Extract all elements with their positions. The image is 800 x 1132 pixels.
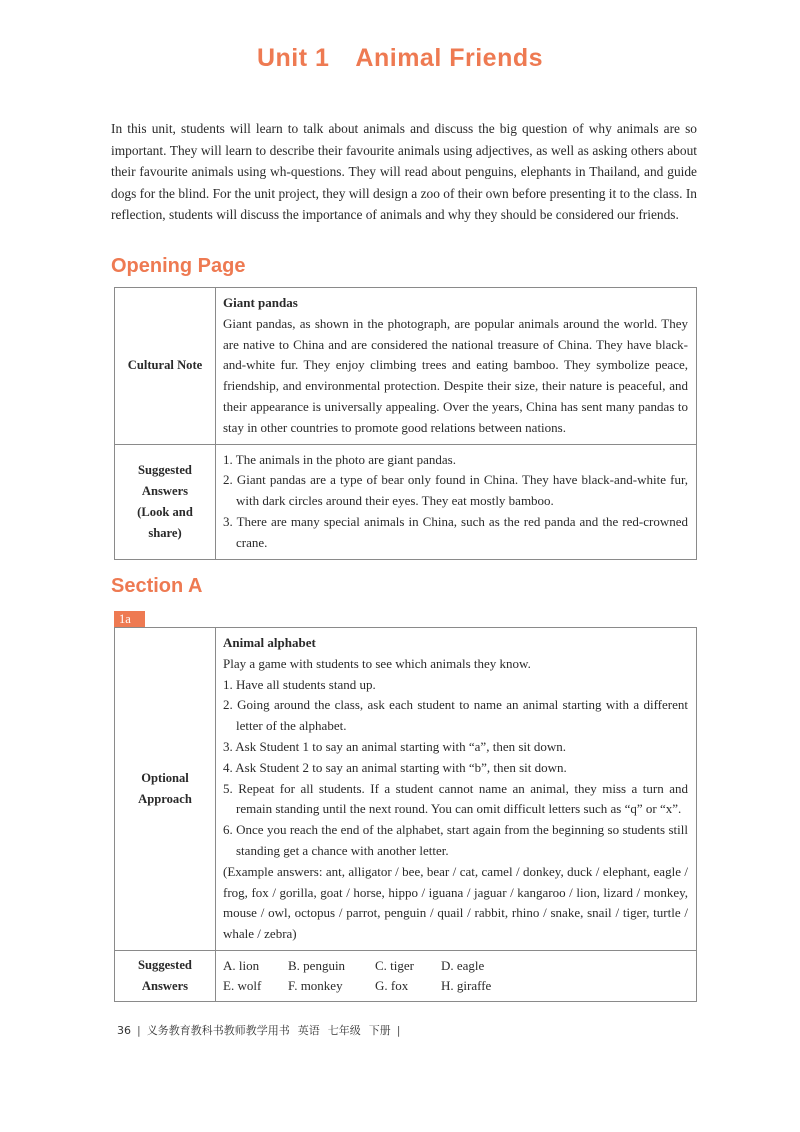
section-a-heading: Section A [111,575,203,597]
answer-item: G. fox [375,977,409,993]
optional-approach-title: Animal alphabet [223,635,316,650]
example-answers: (Example answers: ant, alligator / bee, bear / cat, camel / donkey, duck / elephant, eagle / frog, fox / gorilla, goat / horse, hippo / iguana / jaguar / kangaroo / lion, lizard / monkey, mouse / owl, octopus / parrot, penguin / quail / rabbit, rhino / snake, snail / tiger, turtle / whale / zebra) [223,863,688,942]
unit-title [0,44,800,73]
list-item: 1. The animals in the photo are giant pandas. [223,451,456,467]
section-a-table [114,627,697,1002]
grade: 七年级 [327,1024,361,1037]
unit-number: Unit 1 [256,44,330,72]
list-item: 5. Repeat for all students. If a student cannot name an animal, they miss a turn and remain standing until the next round. You can omit difficult letters such as “q” or “x”. [223,780,688,817]
answers-content [216,950,697,1001]
answer-item: C. tiger [375,957,414,973]
opening-page-table [114,287,697,560]
optional-approach-row [115,628,697,951]
label-line: Optional [141,770,189,785]
label-line: Suggested [138,957,192,972]
activity-badge-1a: 1a [114,611,145,627]
list-item: 3. Ask Student 1 to say an animal starting with “a”, then sit down. [223,738,567,754]
optional-approach-content [216,628,697,951]
page-number: 36 [117,1024,131,1037]
optional-approach-label [115,628,216,951]
list-item: 6. Once you reach the end of the alphabet, start again from the beginning so students still standing get a chance with another letter. [223,822,688,858]
answer-item: A. lion [223,957,260,973]
answer-item: B. penguin [288,957,346,973]
answers-row [115,950,697,1001]
label-line: Answers [141,978,189,993]
page-footer [117,1022,406,1038]
label-line: Answers [141,483,189,498]
list-item: 3. There are many special animals in China, such as the red panda and the red-crowned crane. [223,513,688,550]
opening-page-heading: Opening Page [111,255,246,277]
answers-label [115,950,216,1001]
label-line: Approach [138,791,192,806]
volume: 下册 [368,1024,391,1037]
cultural-note-title: Giant pandas [223,295,298,310]
label-line: (Look and [137,504,193,519]
suggested-answers-content [216,444,697,559]
cultural-note-text: Giant pandas, as shown in the photograph, are popular animals around the world. They are native to China and are considered the national treasure of China. They have black-and-white fur. They enjoy climbing trees and eating bamboo. They symbolize peace, friendship, and environmental protection. Despite their size, their nature is peaceful, and their appearance is universally appealing. Over the years, China has sent many pandas to stay in other countries to promote good relations between nations. [223,315,688,435]
label-line: share) [148,525,182,540]
subject: 英语 [297,1024,320,1037]
unit-name: Animal Friends [355,44,544,72]
answer-item: H. giraffe [441,977,492,993]
cultural-note-row [115,288,697,445]
suggested-answers-label [115,444,216,559]
suggested-answers-row [115,444,697,559]
suggested-answers-list [223,450,688,554]
list-item: 1. Have all students stand up. [223,676,376,692]
list-item: 4. Ask Student 2 to say an animal starting with “b”, then sit down. [223,759,567,775]
answer-item: E. wolf [223,977,262,993]
label-line: Suggested [138,462,192,477]
cultural-note-label: Cultural Note [115,288,216,445]
optional-approach-steps [223,675,688,862]
cultural-note-content [216,288,697,445]
list-item: 2. Giant pandas are a type of bear only found in China. They have black-and-white fur, with dark circles around their eyes. They eat mostly bamboo. [223,472,688,509]
separator: | [396,1024,401,1037]
optional-approach-lead: Play a game with students to see which animals they know. [223,655,531,671]
separator: | [137,1024,141,1037]
answers-grid [223,956,688,996]
unit-intro: In this unit, students will learn to talk about animals and discuss the big question of why animals are so important. They will learn to describe their favourite animals using adjectives, as well as asking others about their favourite animals using wh-questions. They will read about penguins, elephants in Thailand, and guide dogs for the blind. For the unit project, they will design a zoo of their own before presenting it to the class. In reflection, students will discuss the importance of animals and why they should be considered our friends. [111,121,697,223]
book-title: 义务教育教科书教师教学用书 [146,1024,290,1037]
list-item: 2. Going around the class, ask each student to name an animal starting with a different letter of the alphabet. [223,697,688,734]
answer-item: D. eagle [441,957,485,973]
answer-item: F. monkey [288,977,343,993]
